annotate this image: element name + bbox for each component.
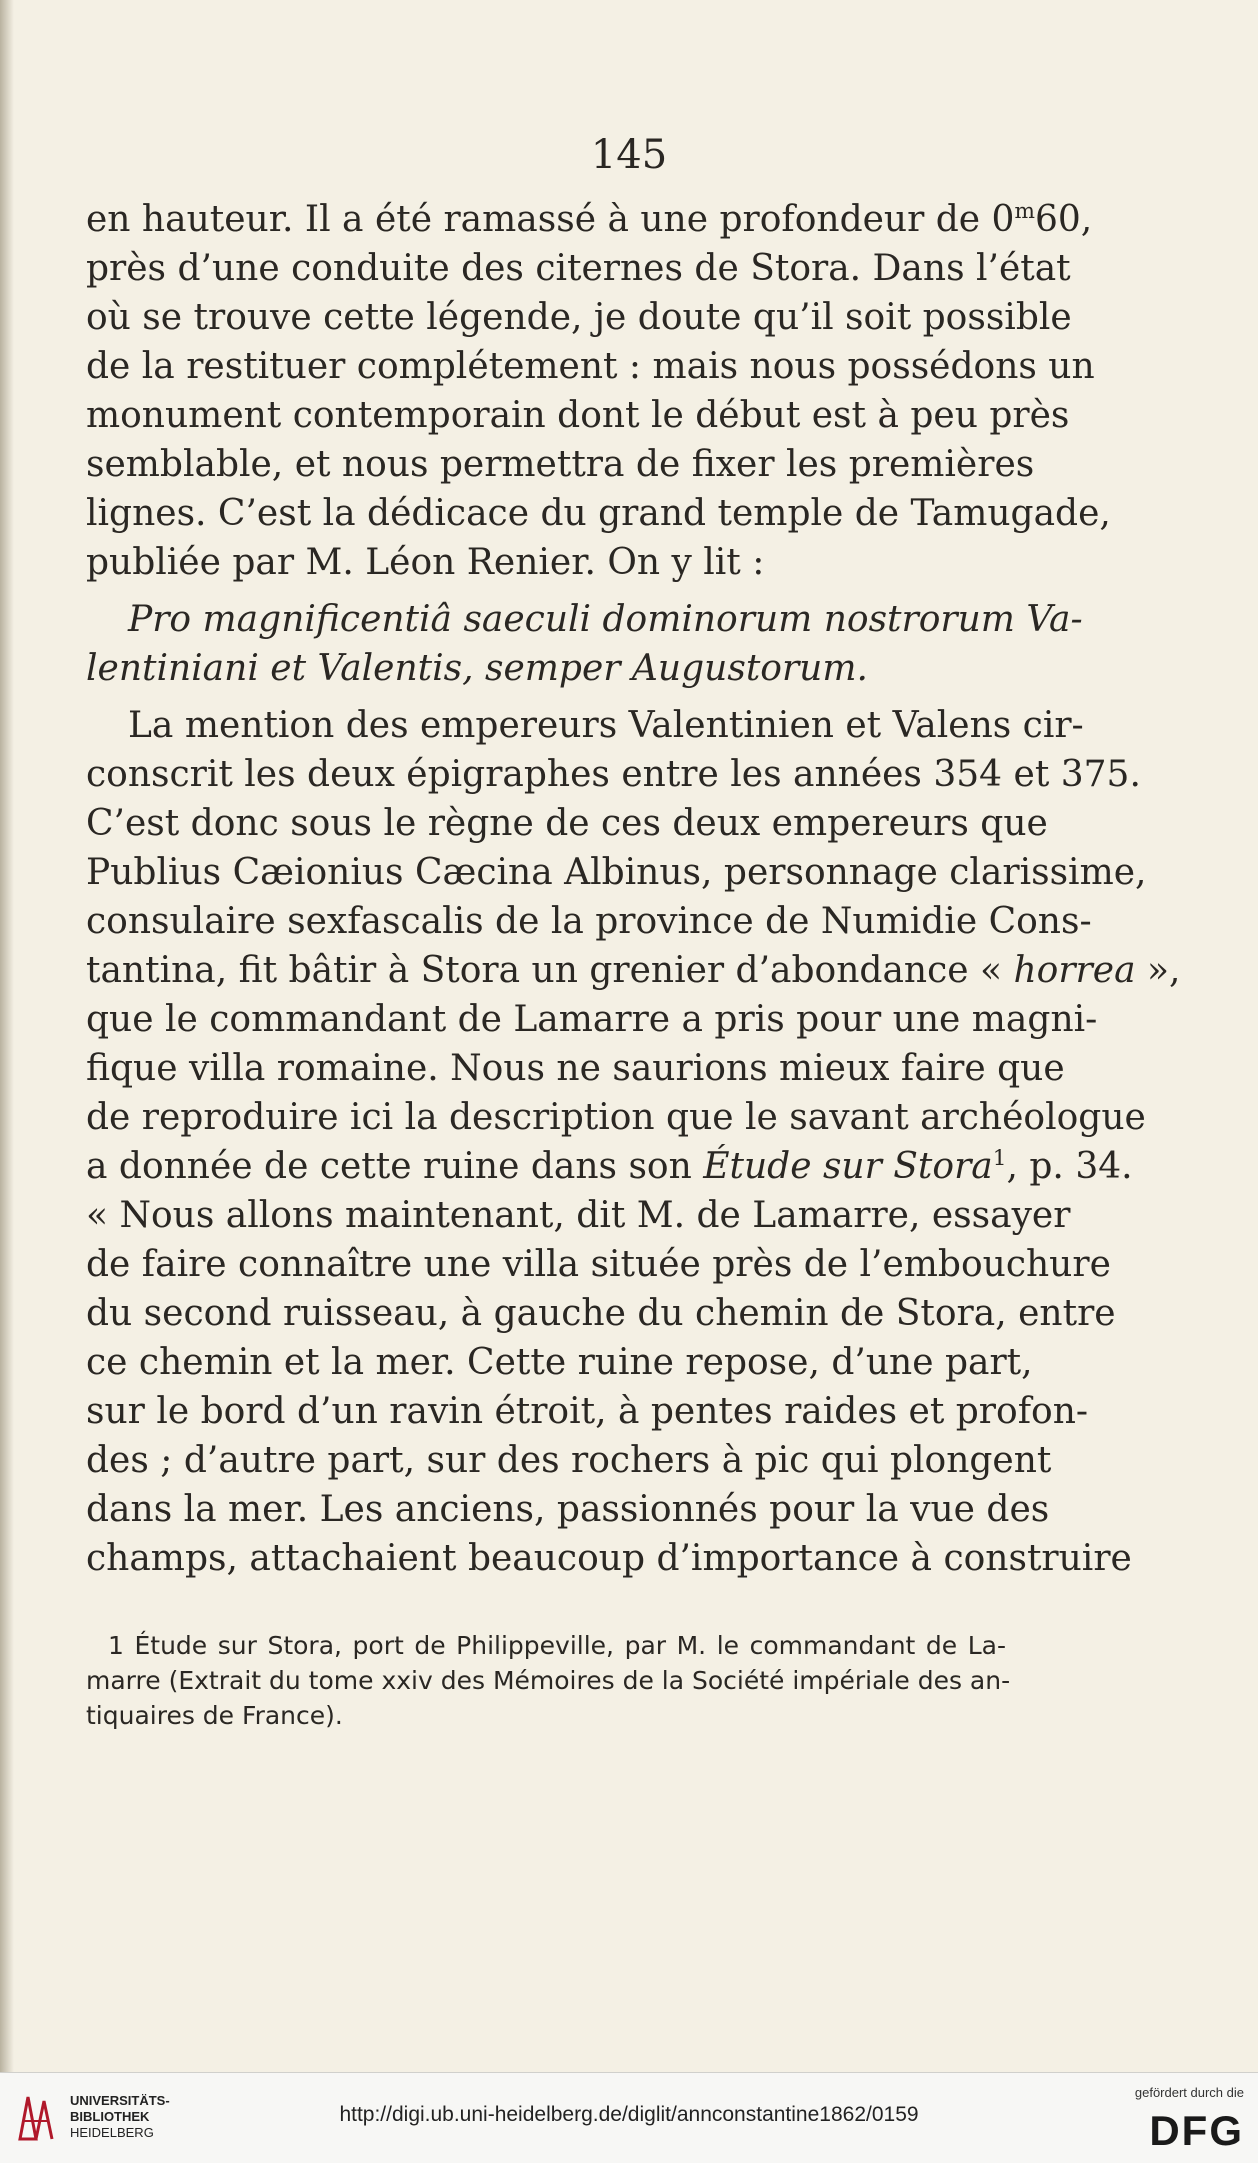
text-line: où se trouve cette légende, je doute qu’il soit possible xyxy=(86,297,1072,338)
dfg-logo: DFG xyxy=(1149,2107,1244,2154)
text-line: dans la mer. Les anciens, passionnés pour la vue des xyxy=(86,1489,1050,1530)
footnote-line: tiquaires de France). xyxy=(86,1701,343,1730)
permalink-url[interactable]: http://digi.ub.uni-heidelberg.de/diglit/annconstantine1862/0159 xyxy=(339,2103,919,2126)
text-line: près d’une conduite des citernes de Stora. Dans l’état xyxy=(86,248,1071,289)
text-line: de la restituer complétement : mais nous possédons un xyxy=(86,346,1095,387)
library-name: UNIVERSITÄTS- BIBLIOTHEK HEIDELBERG xyxy=(70,2093,170,2140)
text-line: monument contemporain dont le début est à peu près xyxy=(86,395,1070,436)
text-line: du second ruisseau, à gauche du chemin de Stora, entre xyxy=(86,1293,1116,1334)
funding-label: gefördert durch die xyxy=(1134,2085,1244,2100)
quote-line: Pro magnificentiâ saeculi dominorum nostrorum Va- xyxy=(128,599,1083,640)
text-line: Publius Cæionius Cæcina Albinus, personnage clarissime, xyxy=(86,852,1147,893)
text-line: fique villa romaine. Nous ne saurions mieux faire que xyxy=(86,1048,1065,1089)
text-line: ce chemin et la mer. Cette ruine repose, d’une part, xyxy=(86,1342,1033,1383)
viewer-footer xyxy=(0,2072,1258,2163)
page-number: 145 xyxy=(590,132,668,178)
text-line: conscrit les deux épigraphes entre les années 354 et 375. xyxy=(86,754,1141,795)
page-gutter-shadow xyxy=(0,0,14,2072)
text-line: des ; d’autre part, sur des rochers à pic qui plongent xyxy=(86,1440,1052,1481)
quote-line: lentiniani et Valentis, semper Augustorum. xyxy=(86,648,868,689)
text-line: « Nous allons maintenant, dit M. de Lamarre, essayer xyxy=(86,1195,1071,1236)
text-line: C’est donc sous le règne de ces deux empereurs que xyxy=(86,803,1048,844)
text-line: semblable, et nous permettra de fixer les premières xyxy=(86,444,1035,485)
text-line: consulaire sexfascalis de la province de Numidie Cons- xyxy=(86,901,1092,942)
footnote-line: marre (Extrait du tome xxiv des Mémoires de la Société impériale des an- xyxy=(86,1666,1011,1695)
text-line: La mention des empereurs Valentinien et Valens cir- xyxy=(128,705,1084,746)
text-line: champs, attachaient beaucoup d’importance à construire xyxy=(86,1538,1132,1579)
text-line: publiée par M. Léon Renier. On y lit : xyxy=(86,542,765,583)
text-line: de reproduire ici la description que le savant archéologue xyxy=(86,1097,1146,1138)
text-line: de faire connaître une villa située près de l’embouchure xyxy=(86,1244,1111,1285)
text-line: en hauteur. Il a été ramassé à une profondeur de 0$^m$60, xyxy=(86,199,1093,240)
footnote-line: 1 Étude sur Stora, port de Philippeville, par M. le commandant de La- xyxy=(108,1631,1006,1660)
text-line: lignes. C’est la dédicace du grand temple de Tamugade, xyxy=(86,493,1111,534)
text-line: que le commandant de Lamarre a pris pour une magni- xyxy=(86,999,1098,1040)
text-line: sur le bord d’un ravin étroit, à pentes raides et profon- xyxy=(86,1391,1089,1432)
text-line: tantina, fit bâtir à Stora un grenier d’abondance « horrea », xyxy=(86,950,1181,991)
text-line: a donnée de cette ruine dans son Étude sur Stora$^1$, p. 34. xyxy=(86,1146,1133,1187)
